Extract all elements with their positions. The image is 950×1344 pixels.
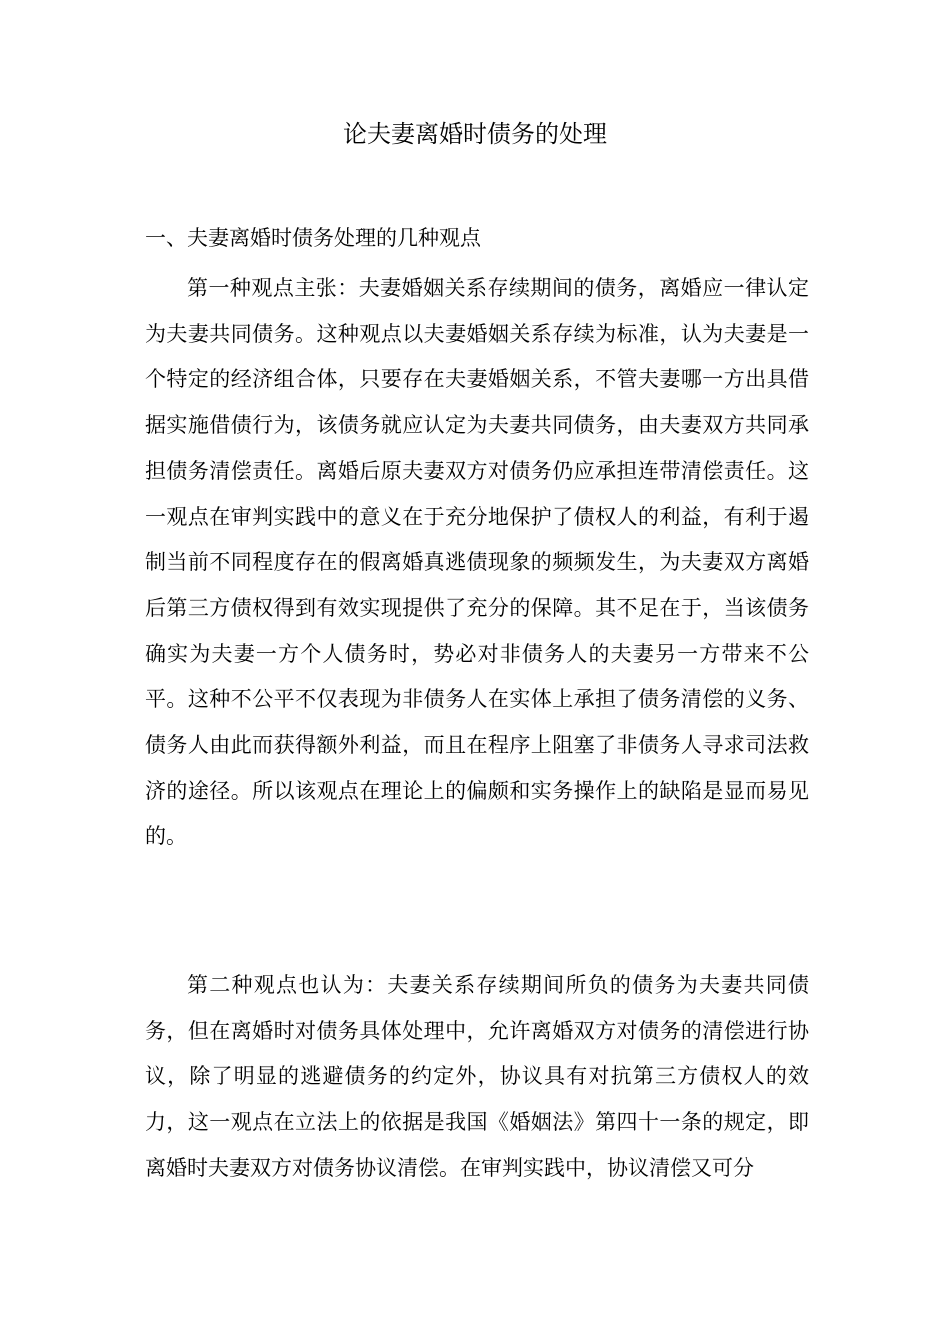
section-heading: 一、夫妻离婚时债务处理的几种观点 [145, 226, 481, 250]
paragraph-second-view: 第二种观点也认为：夫妻关系存续期间所负的债务为夫妻共同债务，但在离婚时对债务具体处理中，允许离婚双方对债务的清偿进行协议，除了明显的逃避债务的约定外，协议具有对抗第三方债权人的效力，这一观点在立法上的依据是我国《婚姻法》第四十一条的规定，即离婚时夫妻双方对债务协议清偿。在审判实践中，协议清偿又可分 [145, 973, 809, 1180]
document-title: 论夫妻离婚时债务的处理 [343, 120, 607, 148]
paragraph-first-view: 第一种观点主张：夫妻婚姻关系存续期间的债务，离婚应一律认定为夫妻共同债务。这种观点以夫妻婚姻关系存续为标准，认为夫妻是一个特定的经济组合体，只要存在夫妻婚姻关系，不管夫妻哪一方出具借据实施借债行为，该债务就应认定为夫妻共同债务，由夫妻双方共同承担债务清偿责任。离婚后原夫妻双方对债务仍应承担连带清偿责任。这一观点在审判实践中的意义在于充分地保护了债权人的利益，有利于遏制当前不同程度存在的假离婚真逃债现象的频频发生，为夫妻双方离婚后第三方债权得到有效实现提供了充分的保障。其不足在于，当该债务确实为夫妻一方个人债务时，势必对非债务人的夫妻另一方带来不公平。这种不公平不仅表现为非债务人在实体上承担了债务清偿的义务、债务人由此而获得额外利益，而且在程序上阻塞了非债务人寻求司法救济的途径。所以该观点在理论上的偏颇和实务操作上的缺陷是显而易见的。 [145, 276, 809, 849]
